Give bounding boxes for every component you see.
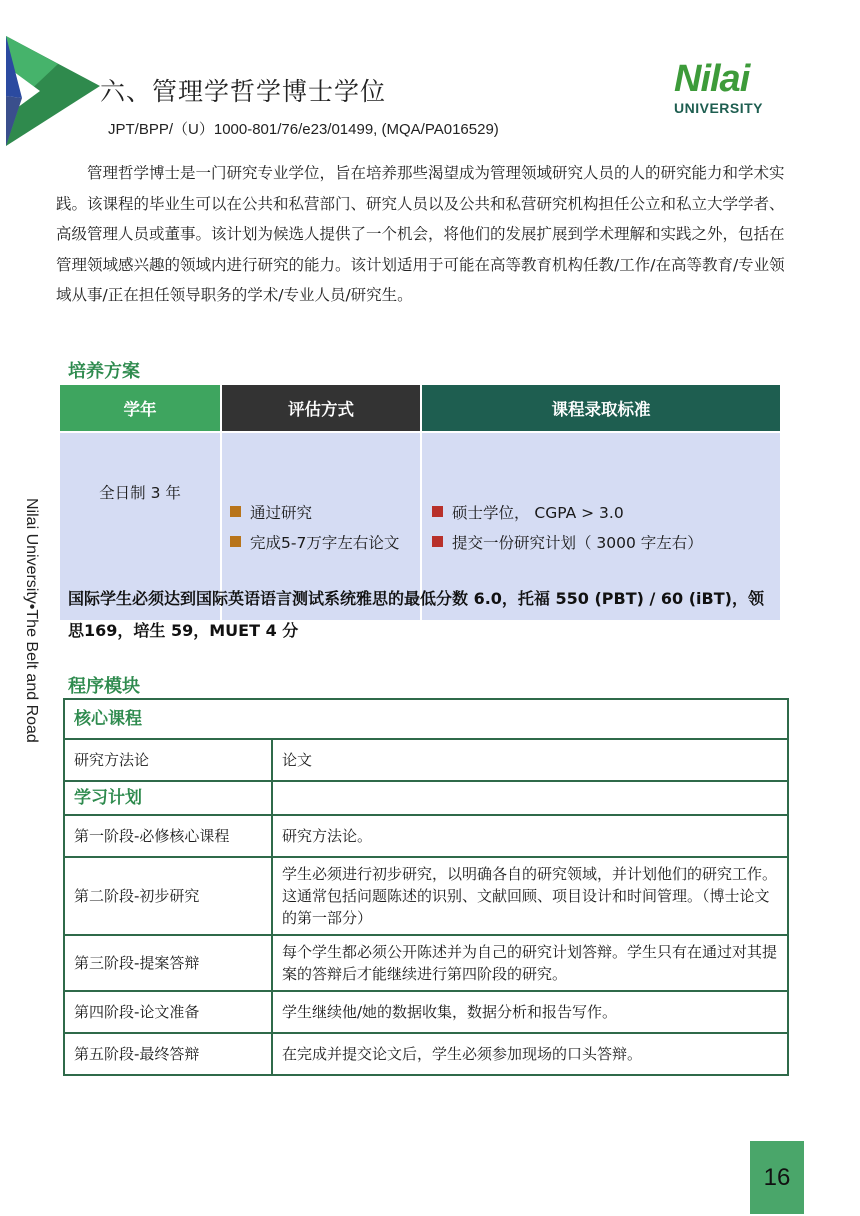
logo-wordmark: Nilai	[674, 58, 750, 100]
study-plan-empty-cell	[272, 781, 788, 815]
assessment-item-text: 完成5-7万字左右论文	[250, 533, 400, 552]
plan-header-row	[59, 384, 781, 432]
stage-description: 学生必须进行初步研究，以明确各自的研究领域，并计划他们的研究工作。这通常包括问题陈述的识别、文献回顾、项目设计和时间管理。（博士论文的第一部分）	[272, 857, 788, 935]
stage-name: 第四阶段-论文准备	[64, 991, 272, 1033]
stage-name: 第二阶段-初步研究	[64, 857, 272, 935]
core-course: 研究方法论	[64, 739, 272, 781]
stage-description: 研究方法论。	[272, 815, 788, 857]
page-title: 六、管理学哲学博士学位	[100, 77, 387, 106]
assessment-item-text: 通过研究	[250, 503, 313, 522]
nilai-university-logo	[668, 58, 786, 124]
corner-triangle-logo	[0, 36, 100, 146]
modules-table	[63, 698, 789, 1076]
red-square-bullet-icon	[432, 536, 443, 547]
page-number: 16	[750, 1141, 804, 1214]
admission-item	[432, 531, 779, 553]
plan-title-row	[64, 781, 788, 815]
stage-row	[64, 857, 788, 935]
intro-paragraph: 管理哲学博士是一门研究专业学位，旨在培养那些渴望成为管理领域研究人员的人的研究能力和学术实践。该课程的毕业生可以在公共和私营部门、研究人员以及公共和私营研究机构担任公立和私立大学学者、高级管理人员或董事。该计划为候选人提供了一个机会，将他们的发展扩展到学术理解和实践之外，包括在管理领域感兴趣的领域内进行研究的能力。该计划适用于可能在高等教育机构任教/工作/在高等教育/专业领域从事/正在担任领导职务的学术/专业人员/研究生。	[56, 164, 785, 304]
stage-row	[64, 991, 788, 1033]
admission-item-text: 硕士学位， CGPA > 3.0	[452, 503, 624, 522]
logo-subtext: UNIVERSITY	[674, 100, 764, 116]
stage-row	[64, 935, 788, 991]
study-plan-title: 学习计划	[64, 781, 272, 815]
assessment-item	[230, 531, 419, 553]
core-thesis: 论文	[272, 739, 788, 781]
core-row	[64, 739, 788, 781]
stage-description: 学生继续他/她的数据收集，数据分析和报告写作。	[272, 991, 788, 1033]
modules-section-title: 程序模块	[68, 676, 140, 697]
assessment-item	[230, 501, 419, 523]
plan-header-admission: 课程录取标准	[421, 384, 781, 432]
stage-description: 在完成并提交论文后，学生必须参加现场的口头答辩。	[272, 1033, 788, 1075]
plan-header-year: 学年	[59, 384, 221, 432]
english-requirement-note: 国际学生必须达到国际英语语言测试系统雅思的最低分数 6.0，托福 550 (PBT) / 60 (iBT)，领思169，培生 59，MUET 4 分	[68, 589, 764, 640]
side-vertical-text: Nilai University•The Belt and Road	[23, 498, 40, 743]
plan-duration: 全日制 3 年	[59, 432, 221, 621]
orange-square-bullet-icon	[230, 506, 241, 517]
stage-row	[64, 1033, 788, 1075]
red-square-bullet-icon	[432, 506, 443, 517]
stage-name: 第五阶段-最终答辩	[64, 1033, 272, 1075]
stage-name: 第一阶段-必修核心课程	[64, 815, 272, 857]
admission-item	[432, 501, 779, 523]
program-code: JPT/BPP/（U）1000-801/76/e23/01499, (MQA/PA016529)	[108, 121, 499, 138]
core-title-row	[64, 699, 788, 739]
stage-description: 每个学生都必须公开陈述并为自己的研究计划答辩。学生只有在通过对其提案的答辩后才能继续进行第四阶段的研究。	[272, 935, 788, 991]
orange-square-bullet-icon	[230, 536, 241, 547]
stage-name: 第三阶段-提案答辩	[64, 935, 272, 991]
admission-item-text: 提交一份研究计划（ 3000 字左右）	[452, 533, 703, 552]
stage-row	[64, 815, 788, 857]
plan-header-assessment: 评估方式	[221, 384, 421, 432]
core-title: 核心课程	[64, 699, 788, 739]
plan-section-title: 培养方案	[68, 361, 140, 382]
